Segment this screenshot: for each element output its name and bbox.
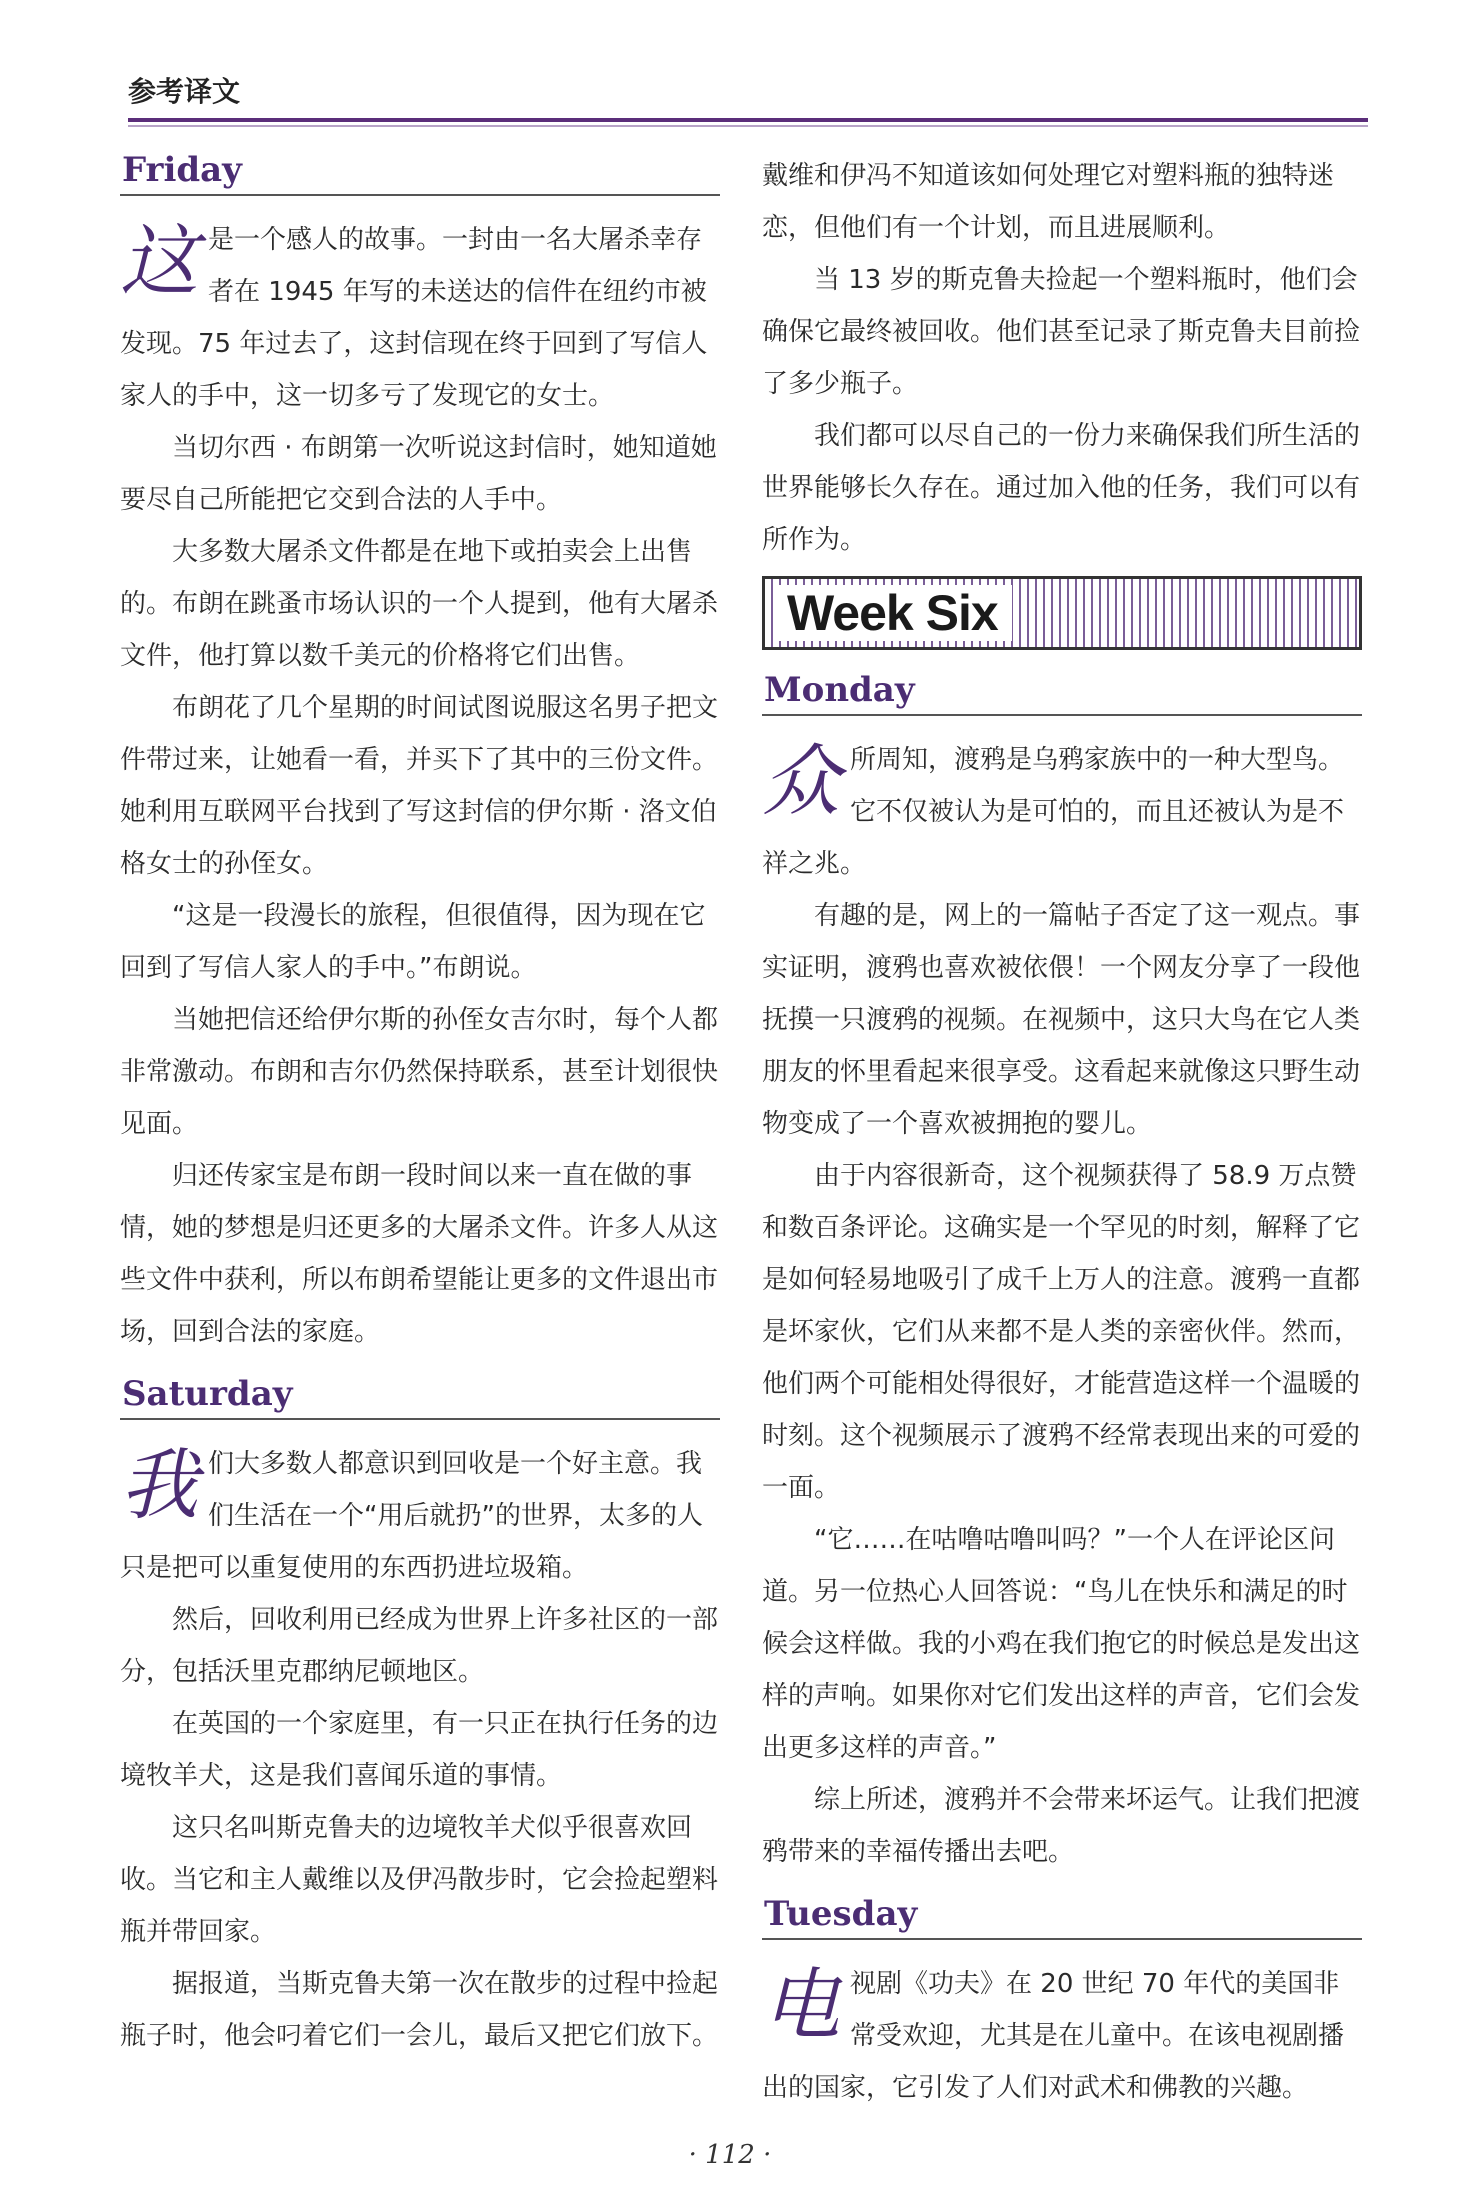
dropcap: 这	[120, 217, 199, 307]
paragraph: 综上所述，渡鸦并不会带来坏运气。让我们把渡鸦带来的幸福传播出去吧。	[762, 1785, 1361, 1867]
paragraph: 有趣的是，网上的一篇帖子否定了这一观点。事实证明，渡鸦也喜欢被依偎！一个网友分享了一段他抚摸一只渡鸦的视频。在视频中，这只大鸟在它人类朋友的怀里看起来很享受。这看起来就像这只野生动物变成了一个喜欢被拥抱的婴儿。	[762, 901, 1361, 1139]
section-monday	[762, 670, 1362, 1878]
right-column	[762, 150, 1362, 2130]
paragraph: 在英国的一个家庭里，有一只正在执行任务的边境牧羊犬，这是我们喜闻乐道的事情。	[120, 1709, 719, 1791]
paragraph: 是一个感人的故事。一封由一名大屠杀幸存者在 1945 年写的未送达的信件在纽约市被发现。75 年过去了，这封信现在终于回到了写信人家人的手中，这一切多亏了发现它的女士。	[120, 225, 708, 411]
paragraph: 们大多数人都意识到回收是一个好主意。我们生活在一个“用后就扔”的世界，太多的人只是把可以重复使用的东西扔进垃圾箱。	[120, 1449, 703, 1583]
week-label: Week Six	[773, 585, 1012, 641]
week-banner	[762, 576, 1362, 650]
day-rule	[120, 1418, 720, 1420]
day-heading-monday: Monday	[764, 670, 915, 710]
paragraph: 然后，回收利用已经成为世界上许多社区的一部分，包括沃里克郡纳尼顿地区。	[120, 1605, 719, 1687]
paragraph: 当 13 岁的斯克鲁夫捡起一个塑料瓶时，他们会确保它最终被回收。他们甚至记录了斯克鲁夫目前捡了多少瓶子。	[762, 265, 1361, 399]
paragraph: 这只名叫斯克鲁夫的边境牧羊犬似乎很喜欢回收。当它和主人戴维以及伊冯散步时，它会捡起塑料瓶并带回家。	[120, 1813, 719, 1947]
day-heading-friday: Friday	[122, 150, 242, 190]
page-number: · 112 ·	[688, 2140, 772, 2170]
paragraph: 戴维和伊冯不知道该如何处理它对塑料瓶的独特迷恋，但他们有一个计划，而且进展顺利。	[762, 161, 1335, 243]
paragraph: 布朗花了几个星期的时间试图说服这名男子把文件带过来，让她看一看，并买下了其中的三份文件。她利用互联网平台找到了写这封信的伊尔斯 · 洛文伯格女士的孙侄女。	[120, 693, 719, 879]
paragraph: 当她把信还给伊尔斯的孙侄女吉尔时，每个人都非常激动。布朗和吉尔仍然保持联系，甚至计划很快见面。	[120, 1005, 719, 1139]
paragraph: 大多数大屠杀文件都是在地下或拍卖会上出售的。布朗在跳蚤市场认识的一个人提到，他有大屠杀文件，他打算以数千美元的价格将它们出售。	[120, 537, 719, 671]
paragraph: 所周知，渡鸦是乌鸦家族中的一种大型鸟。它不仅被认为是可怕的，而且还被认为是不祥之兆。	[762, 745, 1345, 879]
dropcap: 众	[762, 737, 841, 827]
page-header-title: 参考译文	[128, 75, 241, 108]
paragraph: 据报道，当斯克鲁夫第一次在散步的过程中捡起瓶子时，他会叼着它们一会儿，最后又把它们放下。	[120, 1969, 719, 2051]
header-rule-secondary	[128, 125, 1368, 127]
paragraph: 我们都可以尽自己的一份力来确保我们所生活的世界能够长久存在。通过加入他的任务，我们可以有所作为。	[762, 421, 1361, 555]
paragraph: 由于内容很新奇，这个视频获得了 58.9 万点赞和数百条评论。这确实是一个罕见的时刻，解释了它是如何轻易地吸引了成千上万人的注意。渡鸦一直都是坏家伙，它们从来都不是人类的亲密伙伴。然而，他们两个可能相处得很好，才能营造这样一个温暖的时刻。这个视频展示了渡鸦不经常表现出来的可爱的一面。	[762, 1161, 1361, 1503]
paragraph: 当切尔西 · 布朗第一次听说这封信时，她知道她要尽自己所能把它交到合法的人手中。	[120, 433, 717, 515]
day-rule	[120, 194, 720, 196]
day-rule	[762, 714, 1362, 716]
paragraph: “这是一段漫长的旅程，但很值得，因为现在它回到了写信人家人的手中。”布朗说。	[120, 901, 706, 983]
header-rule	[128, 118, 1368, 122]
left-column	[120, 150, 720, 2078]
section-friday	[120, 150, 720, 1358]
day-rule	[762, 1938, 1362, 1940]
dropcap: 我	[120, 1441, 199, 1531]
day-heading-tuesday: Tuesday	[764, 1894, 918, 1934]
paragraph: 视剧《功夫》在 20 世纪 70 年代的美国非常受欢迎，尤其是在儿童中。在该电视剧播出的国家，它引发了人们对武术和佛教的兴趣。	[762, 1969, 1345, 2103]
paragraph: 归还传家宝是布朗一段时间以来一直在做的事情，她的梦想是归还更多的大屠杀文件。许多人从这些文件中获利，所以布朗希望能让更多的文件退出市场，回到合法的家庭。	[120, 1161, 719, 1347]
section-saturday	[120, 1374, 720, 2062]
day-heading-saturday: Saturday	[122, 1374, 293, 1414]
dropcap: 电	[762, 1961, 841, 2051]
paragraph: “它……在咕噜咕噜叫吗？”一个人在评论区问道。另一位热心人回答说：“鸟儿在快乐和满足的时候会这样做。我的小鸡在我们抱它的时候总是发出这样的声响。如果你对它们发出这样的声音，它们会发出更多这样的声音。”	[762, 1525, 1361, 1763]
section-tuesday	[762, 1894, 1362, 2114]
